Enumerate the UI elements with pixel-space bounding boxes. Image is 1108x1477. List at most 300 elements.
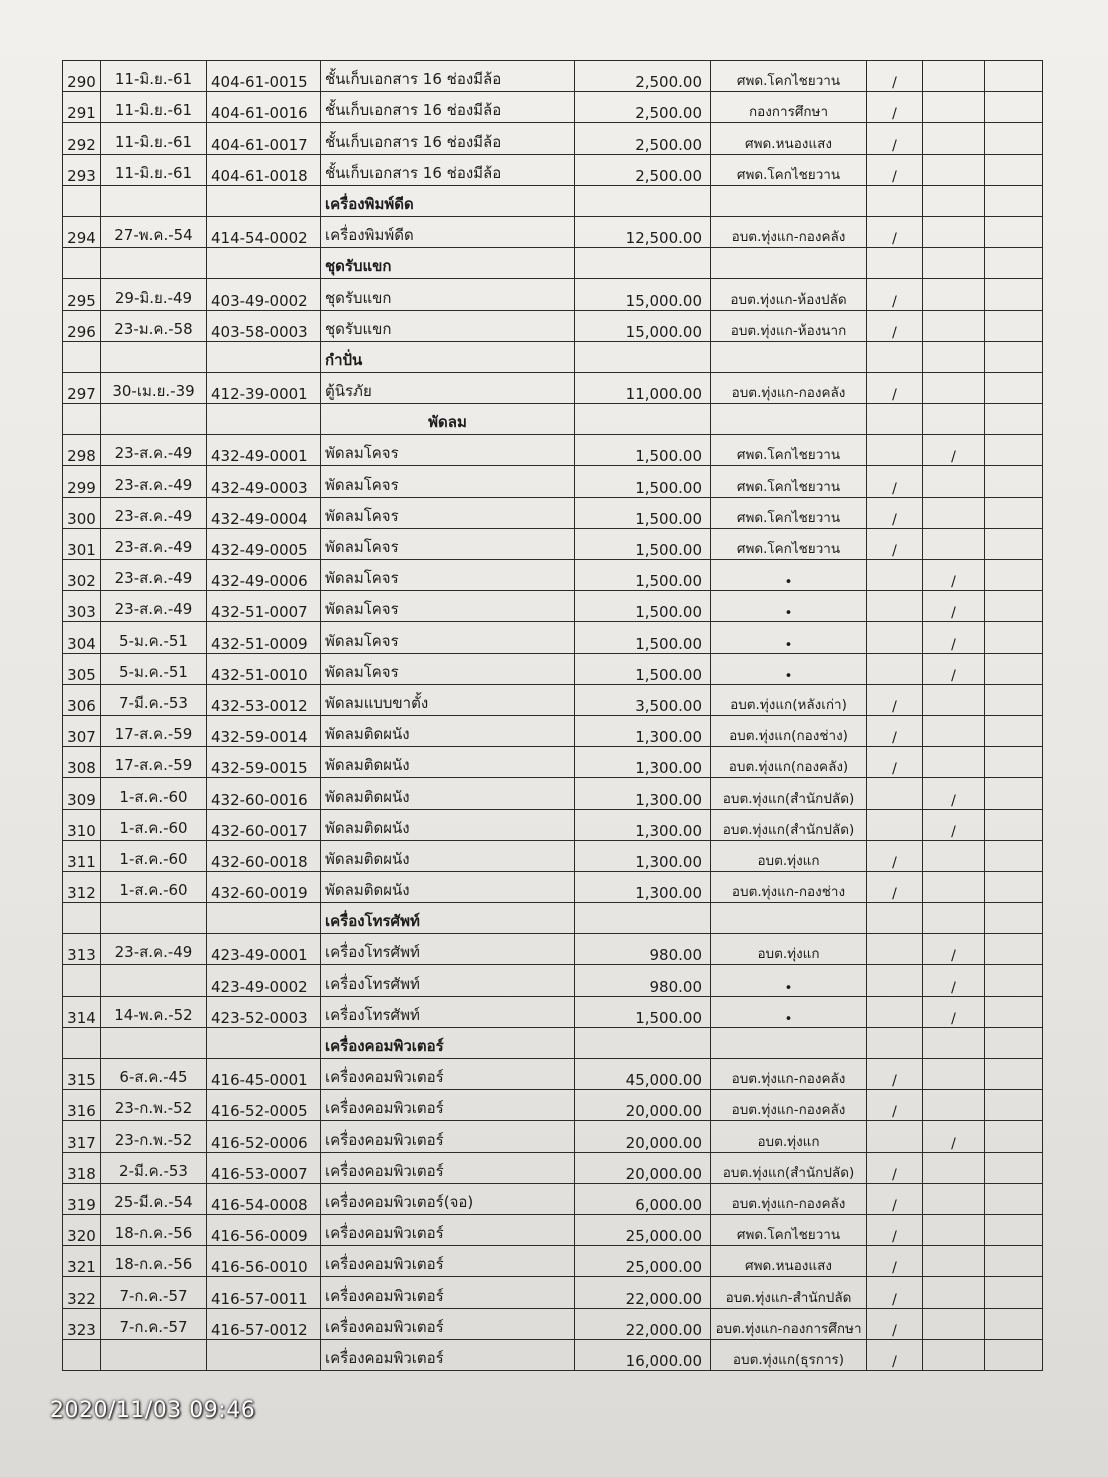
date-cell: 11-มิ.ย.-61 — [101, 123, 207, 154]
location-cell: อบต.ทุ่งแก — [711, 840, 867, 871]
check-col-3-cell — [985, 497, 1043, 528]
check-col-1-cell — [867, 653, 923, 684]
item-name-cell: เครื่องคอมพิวเตอร์ — [321, 1090, 575, 1121]
check-col-1-cell: / — [867, 466, 923, 497]
check-col-2-cell — [923, 1308, 985, 1339]
location-cell: อบต.ทุ่งแก-กองการศึกษา — [711, 1308, 867, 1339]
check-col-2-cell — [923, 92, 985, 123]
amount-cell — [575, 404, 711, 435]
item-number-cell — [63, 1339, 101, 1370]
amount-cell: 22,000.00 — [575, 1308, 711, 1339]
check-col-2-cell — [923, 216, 985, 247]
date-cell: 23-ก.พ.-52 — [101, 1090, 207, 1121]
table-row — [63, 560, 1043, 591]
check-col-3-cell — [985, 61, 1043, 92]
location-cell: ศพด.โคกไชยวาน — [711, 528, 867, 559]
item-number-cell: 308 — [63, 747, 101, 778]
check-col-2-cell — [923, 747, 985, 778]
amount-cell: 1,300.00 — [575, 715, 711, 746]
table-row — [63, 1246, 1043, 1277]
check-col-3-cell — [985, 934, 1043, 965]
location-cell — [711, 404, 867, 435]
date-cell: 18-ก.ค.-56 — [101, 1246, 207, 1277]
check-col-3-cell — [985, 185, 1043, 216]
amount-cell — [575, 248, 711, 279]
location-cell: ศพด.โคกไชยวาน — [711, 497, 867, 528]
item-number-cell: 302 — [63, 560, 101, 591]
date-cell: 11-มิ.ย.-61 — [101, 92, 207, 123]
table-row — [63, 653, 1043, 684]
check-col-2-cell — [923, 466, 985, 497]
date-cell: 27-พ.ค.-54 — [101, 216, 207, 247]
item-number-cell — [63, 1027, 101, 1058]
check-col-3-cell — [985, 435, 1043, 466]
check-col-2-cell — [923, 248, 985, 279]
check-col-2-cell: / — [923, 591, 985, 622]
check-col-3-cell — [985, 466, 1043, 497]
item-number-cell: 320 — [63, 1214, 101, 1245]
section-header-row — [63, 404, 1043, 435]
amount-cell: 1,500.00 — [575, 653, 711, 684]
check-col-2-cell — [923, 1090, 985, 1121]
check-col-2-cell — [923, 903, 985, 934]
check-col-2-cell — [923, 1277, 985, 1308]
item-number-cell: 300 — [63, 497, 101, 528]
location-cell: • — [711, 653, 867, 684]
check-col-2-cell — [923, 341, 985, 372]
table-row — [63, 809, 1043, 840]
table-row — [63, 435, 1043, 466]
check-col-1-cell: / — [867, 1277, 923, 1308]
table-row — [63, 1214, 1043, 1245]
check-col-3-cell — [985, 216, 1043, 247]
date-cell: 5-ม.ค.-51 — [101, 622, 207, 653]
item-number-cell: 291 — [63, 92, 101, 123]
location-cell: อบต.ทุ่งแก — [711, 1121, 867, 1152]
check-col-2-cell — [923, 871, 985, 902]
table-row — [63, 1152, 1043, 1183]
amount-cell: 25,000.00 — [575, 1246, 711, 1277]
asset-code-cell: 432-51-0010 — [207, 653, 321, 684]
amount-cell — [575, 903, 711, 934]
item-number-cell — [63, 965, 101, 996]
location-cell: อบต.ทุ่งแก-กองคลัง — [711, 1090, 867, 1121]
location-cell: อบต.ทุ่งแก(สำนักปลัด) — [711, 1152, 867, 1183]
item-name-cell: เครื่องพิมพ์ดีด — [321, 216, 575, 247]
check-col-1-cell — [867, 248, 923, 279]
asset-code-cell: 432-60-0019 — [207, 871, 321, 902]
check-col-1-cell: / — [867, 92, 923, 123]
item-number-cell: 292 — [63, 123, 101, 154]
item-number-cell: 301 — [63, 528, 101, 559]
item-number-cell: 307 — [63, 715, 101, 746]
location-cell: อบต.ทุ่งแก(สำนักปลัด) — [711, 809, 867, 840]
asset-code-cell: 404-61-0018 — [207, 154, 321, 185]
table-row — [63, 684, 1043, 715]
check-col-2-cell: / — [923, 809, 985, 840]
check-col-3-cell — [985, 684, 1043, 715]
section-header-row — [63, 341, 1043, 372]
check-col-2-cell — [923, 1059, 985, 1090]
amount-cell: 1,300.00 — [575, 778, 711, 809]
asset-code-cell — [207, 1339, 321, 1370]
amount-cell: 15,000.00 — [575, 310, 711, 341]
location-cell: • — [711, 560, 867, 591]
location-cell: ศพด.หนองแสง — [711, 1246, 867, 1277]
table-row — [63, 497, 1043, 528]
table-row — [63, 466, 1043, 497]
asset-code-cell: 416-56-0009 — [207, 1214, 321, 1245]
check-col-1-cell — [867, 185, 923, 216]
check-col-3-cell — [985, 840, 1043, 871]
check-col-2-cell — [923, 279, 985, 310]
asset-code-cell: 423-52-0003 — [207, 996, 321, 1027]
date-cell: 18-ก.ค.-56 — [101, 1214, 207, 1245]
asset-code-cell — [207, 248, 321, 279]
date-cell: 23-ม.ค.-58 — [101, 310, 207, 341]
location-cell: ศพด.โคกไชยวาน — [711, 466, 867, 497]
asset-code-cell: 404-61-0017 — [207, 123, 321, 154]
check-col-2-cell: / — [923, 778, 985, 809]
date-cell: 7-ก.ค.-57 — [101, 1308, 207, 1339]
table-row — [63, 1339, 1043, 1370]
item-name-cell: พัดลมโคจร — [321, 466, 575, 497]
check-col-2-cell — [923, 372, 985, 403]
item-number-cell: 297 — [63, 372, 101, 403]
check-col-1-cell — [867, 341, 923, 372]
check-col-3-cell — [985, 1277, 1043, 1308]
item-name-cell: ชั้นเก็บเอกสาร 16 ช่องมีล้อ — [321, 92, 575, 123]
location-cell: อบต.ทุ่งแก-กองคลัง — [711, 1183, 867, 1214]
date-cell: 1-ส.ค.-60 — [101, 778, 207, 809]
location-cell: ศพด.โคกไชยวาน — [711, 1214, 867, 1245]
check-col-3-cell — [985, 1121, 1043, 1152]
check-col-1-cell: / — [867, 279, 923, 310]
date-cell: 23-ส.ค.-49 — [101, 934, 207, 965]
date-cell: 1-ส.ค.-60 — [101, 809, 207, 840]
asset-code-cell: 404-61-0016 — [207, 92, 321, 123]
item-number-cell: 315 — [63, 1059, 101, 1090]
amount-cell: 1,500.00 — [575, 466, 711, 497]
check-col-3-cell — [985, 372, 1043, 403]
item-name-cell: พัดลมติดผนัง — [321, 809, 575, 840]
table-row — [63, 840, 1043, 871]
item-name-cell: เครื่องคอมพิวเตอร์(จอ) — [321, 1183, 575, 1214]
item-name-cell: ชั้นเก็บเอกสาร 16 ช่องมีล้อ — [321, 61, 575, 92]
check-col-1-cell: / — [867, 1308, 923, 1339]
item-name-cell: พัดลมโคจร — [321, 497, 575, 528]
location-cell: • — [711, 591, 867, 622]
amount-cell: 22,000.00 — [575, 1277, 711, 1308]
check-col-1-cell: / — [867, 154, 923, 185]
check-col-2-cell — [923, 1152, 985, 1183]
asset-code-cell: 432-60-0018 — [207, 840, 321, 871]
check-col-1-cell: / — [867, 684, 923, 715]
item-number-cell: 294 — [63, 216, 101, 247]
item-name-cell: เครื่องโทรศัพท์ — [321, 996, 575, 1027]
asset-code-cell: 432-49-0003 — [207, 466, 321, 497]
check-col-1-cell: / — [867, 871, 923, 902]
date-cell — [101, 1027, 207, 1058]
check-col-1-cell: / — [867, 1090, 923, 1121]
check-col-1-cell — [867, 404, 923, 435]
amount-cell: 20,000.00 — [575, 1121, 711, 1152]
table-row — [63, 591, 1043, 622]
date-cell: 1-ส.ค.-60 — [101, 840, 207, 871]
check-col-2-cell: / — [923, 653, 985, 684]
asset-code-cell — [207, 1027, 321, 1058]
item-number-cell: 322 — [63, 1277, 101, 1308]
item-name-cell: พัดลมติดผนัง — [321, 778, 575, 809]
item-name-cell: เครื่องคอมพิวเตอร์ — [321, 1027, 575, 1058]
asset-code-cell: 432-59-0015 — [207, 747, 321, 778]
item-name-cell: เครื่องคอมพิวเตอร์ — [321, 1246, 575, 1277]
amount-cell — [575, 185, 711, 216]
check-col-1-cell: / — [867, 1059, 923, 1090]
amount-cell: 2,500.00 — [575, 92, 711, 123]
item-name-cell: เครื่องโทรศัพท์ — [321, 903, 575, 934]
item-name-cell: เครื่องคอมพิวเตอร์ — [321, 1308, 575, 1339]
location-cell: ศพด.โคกไชยวาน — [711, 61, 867, 92]
check-col-2-cell: / — [923, 435, 985, 466]
item-number-cell: 298 — [63, 435, 101, 466]
date-cell: 23-ส.ค.-49 — [101, 497, 207, 528]
item-number-cell — [63, 248, 101, 279]
check-col-1-cell — [867, 903, 923, 934]
date-cell: 14-พ.ค.-52 — [101, 996, 207, 1027]
check-col-2-cell — [923, 310, 985, 341]
asset-code-cell: 416-45-0001 — [207, 1059, 321, 1090]
table-row — [63, 1308, 1043, 1339]
table-row — [63, 279, 1043, 310]
table-row — [63, 1277, 1043, 1308]
check-col-1-cell: / — [867, 310, 923, 341]
asset-code-cell: 423-49-0002 — [207, 965, 321, 996]
date-cell — [101, 185, 207, 216]
item-name-cell: เครื่องคอมพิวเตอร์ — [321, 1059, 575, 1090]
amount-cell: 1,500.00 — [575, 497, 711, 528]
item-name-cell: เครื่องโทรศัพท์ — [321, 965, 575, 996]
date-cell: 23-ส.ค.-49 — [101, 435, 207, 466]
item-number-cell: 304 — [63, 622, 101, 653]
asset-code-cell: 432-49-0004 — [207, 497, 321, 528]
item-number-cell: 311 — [63, 840, 101, 871]
item-number-cell: 321 — [63, 1246, 101, 1277]
check-col-3-cell — [985, 404, 1043, 435]
check-col-3-cell — [985, 1339, 1043, 1370]
table-row — [63, 1059, 1043, 1090]
check-col-1-cell: / — [867, 372, 923, 403]
location-cell: อบต.ทุ่งแก(ธุรการ) — [711, 1339, 867, 1370]
item-name-cell: พัดลมติดผนัง — [321, 715, 575, 746]
check-col-3-cell — [985, 1090, 1043, 1121]
asset-code-cell — [207, 903, 321, 934]
check-col-1-cell — [867, 996, 923, 1027]
section-header-row — [63, 903, 1043, 934]
asset-code-cell: 416-54-0008 — [207, 1183, 321, 1214]
item-number-cell: 319 — [63, 1183, 101, 1214]
item-name-cell: เครื่องคอมพิวเตอร์ — [321, 1121, 575, 1152]
item-number-cell: 317 — [63, 1121, 101, 1152]
item-number-cell: 305 — [63, 653, 101, 684]
date-cell: 23-ส.ค.-49 — [101, 591, 207, 622]
item-number-cell — [63, 404, 101, 435]
location-cell: • — [711, 996, 867, 1027]
check-col-3-cell — [985, 809, 1043, 840]
asset-code-cell: 416-57-0011 — [207, 1277, 321, 1308]
check-col-1-cell: / — [867, 61, 923, 92]
check-col-1-cell: / — [867, 497, 923, 528]
table-row — [63, 1090, 1043, 1121]
item-number-cell — [63, 341, 101, 372]
table-row — [63, 1183, 1043, 1214]
amount-cell: 2,500.00 — [575, 154, 711, 185]
check-col-2-cell — [923, 840, 985, 871]
check-col-2-cell — [923, 1246, 985, 1277]
item-name-cell: เครื่องคอมพิวเตอร์ — [321, 1339, 575, 1370]
check-col-1-cell: / — [867, 1152, 923, 1183]
check-col-1-cell: / — [867, 1214, 923, 1245]
asset-code-cell: 416-52-0005 — [207, 1090, 321, 1121]
item-number-cell: 296 — [63, 310, 101, 341]
check-col-1-cell: / — [867, 216, 923, 247]
amount-cell: 1,500.00 — [575, 560, 711, 591]
section-header-row — [63, 248, 1043, 279]
item-number-cell: 306 — [63, 684, 101, 715]
check-col-2-cell: / — [923, 996, 985, 1027]
item-number-cell: 310 — [63, 809, 101, 840]
item-name-cell: เครื่องโทรศัพท์ — [321, 934, 575, 965]
asset-code-cell: 432-60-0017 — [207, 809, 321, 840]
location-cell: อบต.ทุ่งแก-ห้องนาก — [711, 310, 867, 341]
location-cell — [711, 248, 867, 279]
check-col-2-cell — [923, 715, 985, 746]
location-cell: อบต.ทุ่งแก-กองคลัง — [711, 1059, 867, 1090]
amount-cell: 45,000.00 — [575, 1059, 711, 1090]
asset-table-body — [63, 61, 1043, 1371]
check-col-3-cell — [985, 1027, 1043, 1058]
table-row — [63, 871, 1043, 902]
asset-code-cell: 416-57-0012 — [207, 1308, 321, 1339]
date-cell — [101, 965, 207, 996]
item-name-cell: ชุดรับแขก — [321, 310, 575, 341]
check-col-2-cell: / — [923, 934, 985, 965]
item-number-cell: 309 — [63, 778, 101, 809]
table-row — [63, 528, 1043, 559]
item-name-cell: ตู้นิรภัย — [321, 372, 575, 403]
date-cell: 30-เม.ย.-39 — [101, 372, 207, 403]
check-col-3-cell — [985, 996, 1043, 1027]
item-number-cell: 299 — [63, 466, 101, 497]
asset-code-cell: 432-49-0006 — [207, 560, 321, 591]
date-cell: 11-มิ.ย.-61 — [101, 154, 207, 185]
item-number-cell: 314 — [63, 996, 101, 1027]
check-col-3-cell — [985, 903, 1043, 934]
date-cell: 25-มี.ค.-54 — [101, 1183, 207, 1214]
amount-cell: 2,500.00 — [575, 123, 711, 154]
asset-register — [62, 60, 1042, 1371]
check-col-2-cell — [923, 154, 985, 185]
date-cell: 1-ส.ค.-60 — [101, 871, 207, 902]
amount-cell: 2,500.00 — [575, 61, 711, 92]
table-row — [63, 61, 1043, 92]
amount-cell: 1,500.00 — [575, 435, 711, 466]
section-header-row — [63, 1027, 1043, 1058]
item-name-cell: เครื่องคอมพิวเตอร์ — [321, 1277, 575, 1308]
check-col-1-cell — [867, 934, 923, 965]
check-col-3-cell — [985, 747, 1043, 778]
table-row — [63, 747, 1043, 778]
date-cell: 23-ส.ค.-49 — [101, 560, 207, 591]
location-cell: • — [711, 965, 867, 996]
check-col-3-cell — [985, 871, 1043, 902]
amount-cell: 20,000.00 — [575, 1090, 711, 1121]
check-col-3-cell — [985, 92, 1043, 123]
asset-code-cell — [207, 341, 321, 372]
check-col-2-cell — [923, 1214, 985, 1245]
check-col-1-cell — [867, 591, 923, 622]
date-cell: 23-ก.พ.-52 — [101, 1121, 207, 1152]
check-col-2-cell: / — [923, 965, 985, 996]
amount-cell: 1,300.00 — [575, 871, 711, 902]
amount-cell: 1,300.00 — [575, 809, 711, 840]
amount-cell: 980.00 — [575, 965, 711, 996]
asset-code-cell: 412-39-0001 — [207, 372, 321, 403]
check-col-1-cell: / — [867, 123, 923, 154]
date-cell — [101, 1339, 207, 1370]
date-cell: 2-มี.ค.-53 — [101, 1152, 207, 1183]
check-col-3-cell — [985, 1214, 1043, 1245]
table-row — [63, 92, 1043, 123]
table-row — [63, 123, 1043, 154]
item-name-cell: พัดลมแบบขาตั้ง — [321, 684, 575, 715]
amount-cell: 1,500.00 — [575, 996, 711, 1027]
item-name-cell: เครื่องคอมพิวเตอร์ — [321, 1214, 575, 1245]
check-col-1-cell: / — [867, 1183, 923, 1214]
location-cell: • — [711, 622, 867, 653]
check-col-3-cell — [985, 528, 1043, 559]
location-cell: อบต.ทุ่งแก-กองคลัง — [711, 216, 867, 247]
check-col-3-cell — [985, 622, 1043, 653]
check-col-1-cell: / — [867, 1339, 923, 1370]
location-cell: ศพด.หนองแสง — [711, 123, 867, 154]
asset-table — [62, 60, 1043, 1371]
check-col-3-cell — [985, 1183, 1043, 1214]
table-row — [63, 310, 1043, 341]
table-row — [63, 622, 1043, 653]
item-name-cell: พัดลมโคจร — [321, 622, 575, 653]
table-row — [63, 1121, 1043, 1152]
check-col-2-cell — [923, 1027, 985, 1058]
item-number-cell: 316 — [63, 1090, 101, 1121]
asset-code-cell: 432-49-0001 — [207, 435, 321, 466]
location-cell: อบต.ทุ่งแก(กองช่าง) — [711, 715, 867, 746]
asset-code-cell: 403-49-0002 — [207, 279, 321, 310]
check-col-3-cell — [985, 653, 1043, 684]
date-cell: 17-ส.ค.-59 — [101, 715, 207, 746]
location-cell — [711, 1027, 867, 1058]
location-cell: ศพด.โคกไชยวาน — [711, 435, 867, 466]
check-col-2-cell — [923, 404, 985, 435]
item-name-cell: เครื่องพิมพ์ดีด — [321, 185, 575, 216]
check-col-1-cell: / — [867, 1246, 923, 1277]
date-cell — [101, 341, 207, 372]
item-number-cell: 323 — [63, 1308, 101, 1339]
date-cell: 17-ส.ค.-59 — [101, 747, 207, 778]
check-col-1-cell — [867, 622, 923, 653]
asset-code-cell: 432-59-0014 — [207, 715, 321, 746]
check-col-2-cell — [923, 123, 985, 154]
